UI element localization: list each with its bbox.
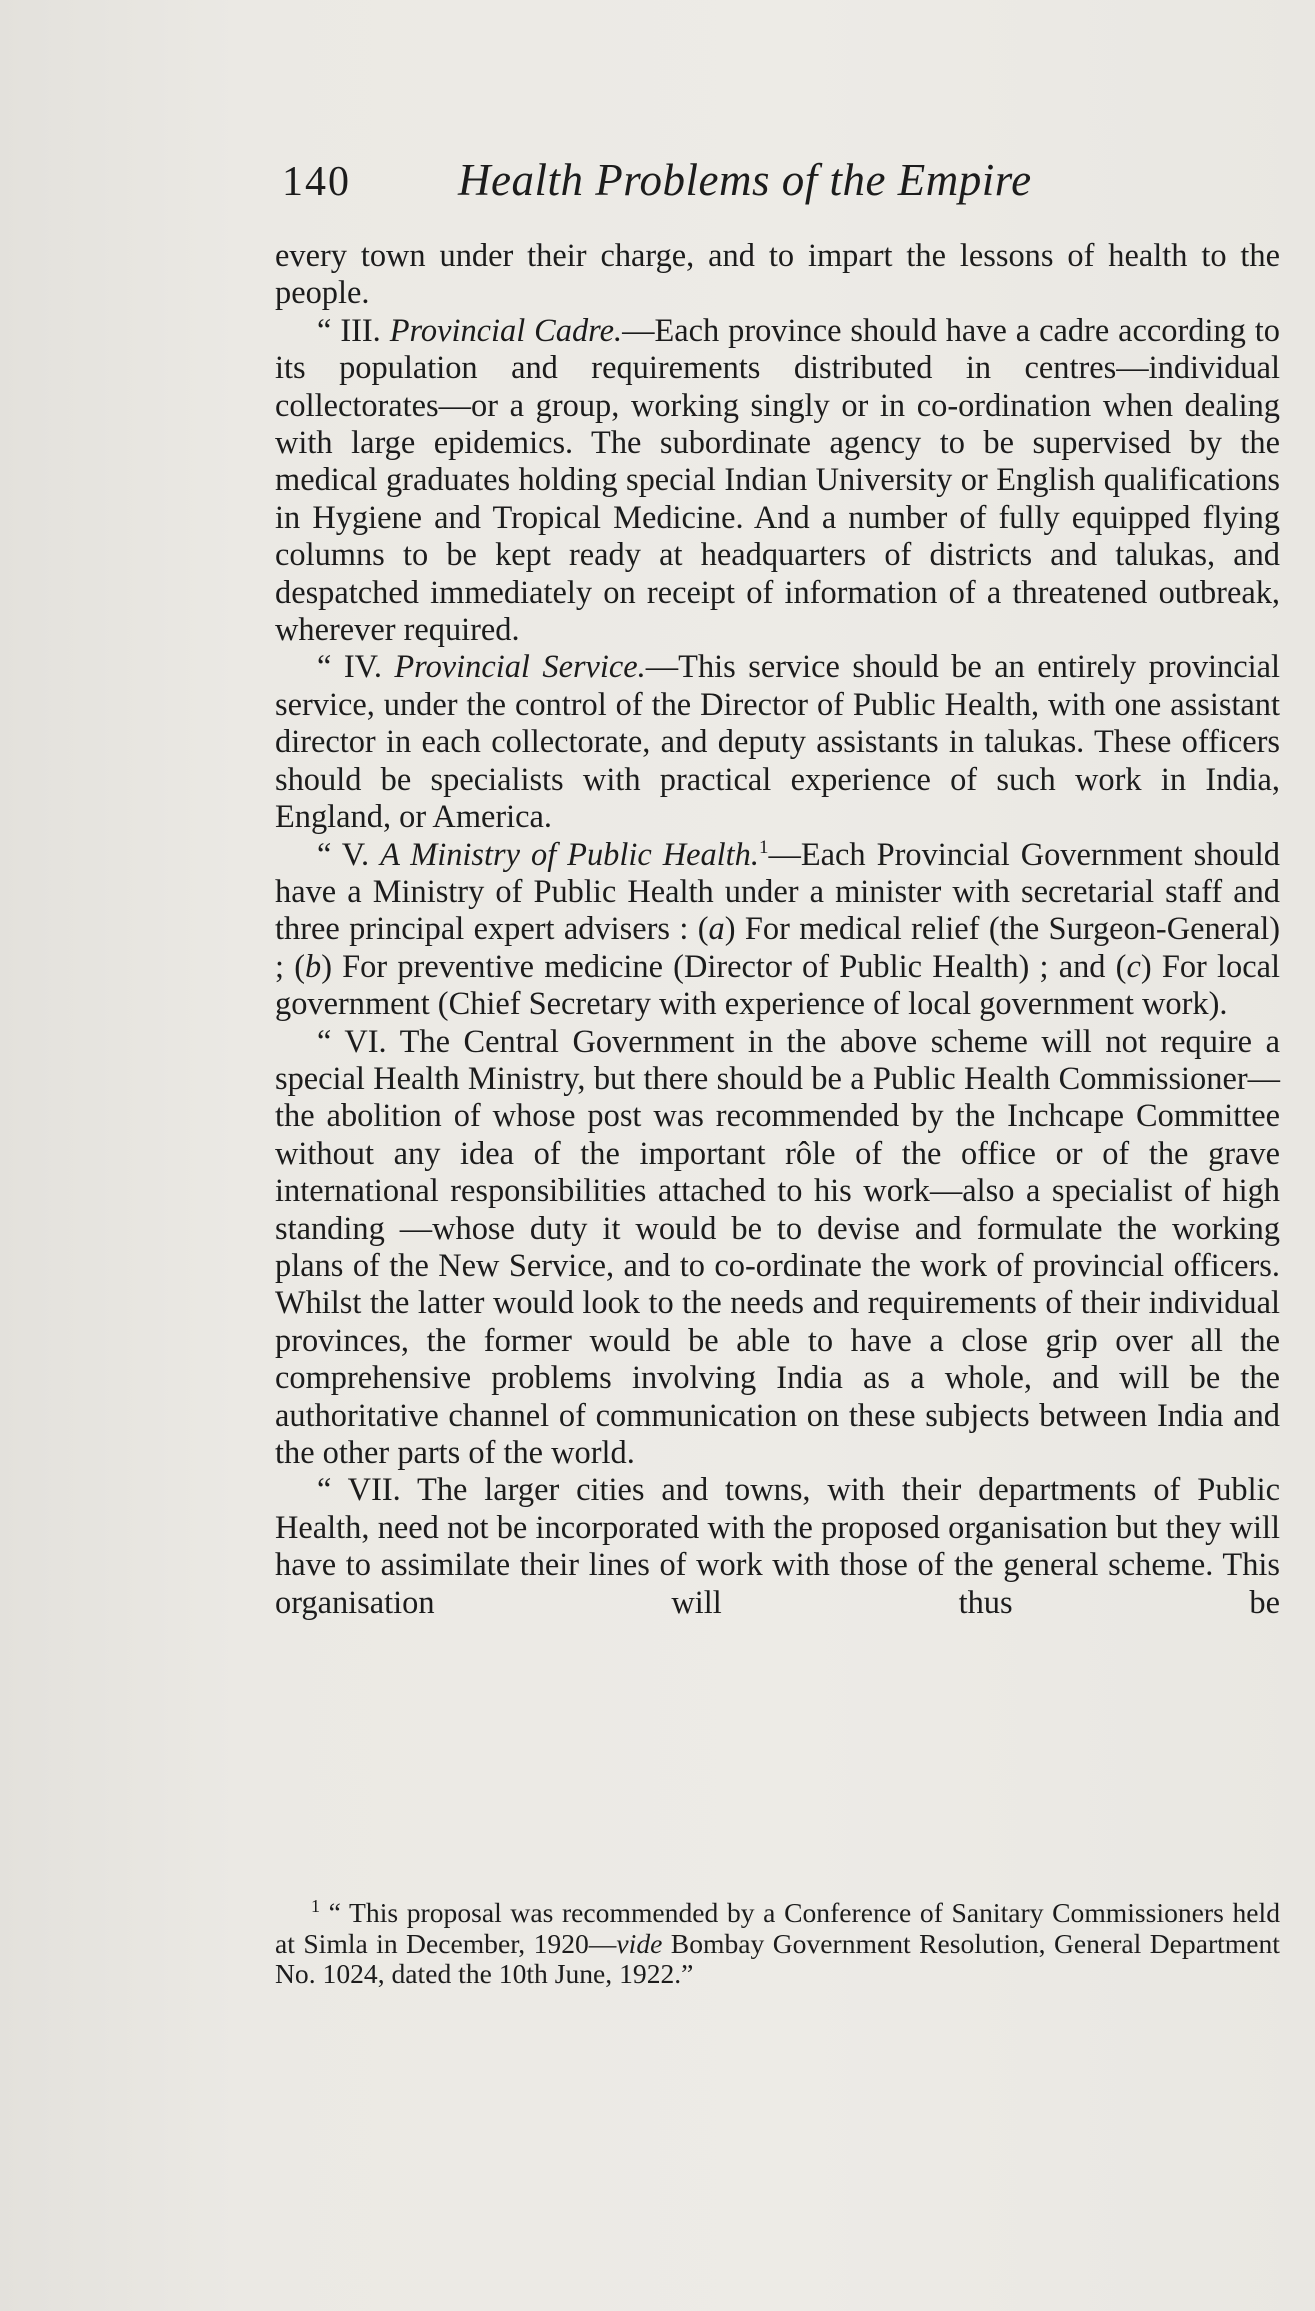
footnote [275, 1895, 1280, 1990]
running-title: Health Problems of the Empire [458, 155, 1032, 205]
section-text: —Each province should have a cadre according to its population and requirements distributed in centres—individual collectorates—or a group, working singly or in co-ordination when dealing with large epidemics. The subordinate agency to be supervised by the medical graduates holding special Indian University or English qualifications in Hygiene and Tropical Medicine. And a number of fully equipped flying columns to be kept ready at headquarters of districts and talukas, and despatched immediately on receipt of information of a threatened outbreak, wherever required. [275, 312, 1280, 649]
section-text: ) For preventive medicine (Director of Public Health) ; and ( [321, 948, 1127, 985]
section-heading: A Ministry of Public Health. [380, 836, 759, 873]
paragraph-central-government: “ VI. The Central Government in the above scheme will not require a special Health Ministry, but there should be a Public Health Commissioner—the abolition of whose post was recommended by the Inchcape Committee without any idea of the important rôle of the office or of the grave international responsibilities attached to his work—also a specialist of high standing —whose duty it would be to devise and formulate the working plans of the New Service, and to co-ordinate the work of provincial officers. Whilst the latter would look to the needs and requirements of their individual provinces, the former would be able to have a close grip over all the comprehensive problems involving India as a whole, and will be the authoritative channel of communication on these subjects between India and the other parts of the world. [275, 1023, 1280, 1471]
section-number: “ III. [317, 312, 390, 349]
section-heading: Provincial Cadre. [389, 312, 623, 349]
paragraph-provincial-cadre [275, 313, 1280, 650]
paragraph-ministry-public-health [275, 837, 1280, 1024]
section-text: ) For local government (Chief Secretary with experience of local government work). [275, 948, 1280, 1023]
enum-letter: b [304, 948, 322, 985]
footnote-marker: 1 [311, 1895, 320, 1916]
enum-letter: c [1126, 948, 1141, 985]
footnote-reference: 1 [758, 836, 769, 858]
footnote-text: Bombay Government Resolution, General Department No. 1024, dated the 10th June, 1922.” [275, 1927, 1280, 1989]
section-text: —Each Provincial Government should have a Ministry of Public Health under a minister with secretarial staff and three principal expert advisers : ( [275, 836, 1280, 948]
footnote-vide: vide [616, 1927, 663, 1959]
page-number: 140 [282, 159, 351, 205]
section-heading: Provincial Service. [394, 649, 646, 686]
page-header [278, 152, 1278, 222]
section-text: ) For medical relief (the Surgeon-General) ; ( [275, 911, 1281, 985]
paragraph-continuation: every town under their charge, and to impart the lessons of health to the people. [275, 238, 1280, 312]
section-number: “ IV. [317, 649, 395, 686]
section-number: “ V. [317, 836, 381, 873]
footnote-text: “ This proposal was recommended by a Conference of Sanitary Commissioners held at Simla in December, 1920— [275, 1897, 1280, 1959]
paragraph-larger-cities: “ VII. The larger cities and towns, with their departments of Public Health, need not be incorporated with the proposed organisation but they will have to assimilate their lines of work with those of the general scheme. This organisation will thus be [275, 1472, 1280, 1621]
body-text [275, 238, 1280, 1622]
paragraph-provincial-service [275, 649, 1280, 836]
section-text: —This service should be an entirely provincial service, under the control of the Director of Public Health, with one assistant director in each collectorate, and deputy assistants in talukas. These officers should be specialists with practical experience of such work in India, England, or America. [275, 649, 1280, 836]
enum-letter: a [708, 911, 725, 948]
